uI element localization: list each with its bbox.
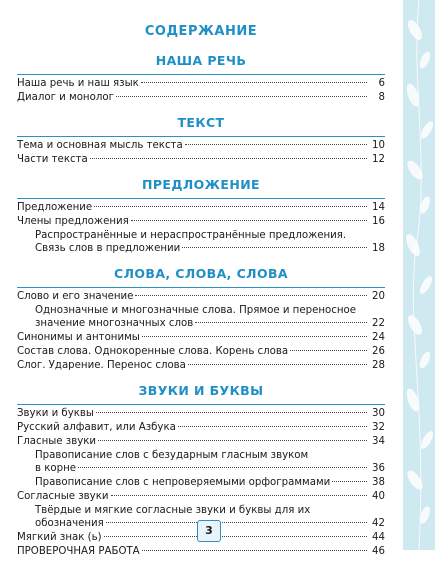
leader-dots [290, 350, 367, 351]
toc-page-number: 44 [372, 532, 385, 543]
leader-dots [142, 550, 367, 551]
section-entries [17, 75, 385, 109]
leader-dots [135, 295, 367, 296]
leader-dots [195, 322, 367, 323]
section-entries [17, 199, 385, 260]
toc-page-number: 30 [372, 408, 385, 419]
toc-page-number: 34 [372, 436, 385, 447]
toc-entry-continuation: Связь слов в предложении [35, 243, 181, 254]
leader-dots [188, 364, 367, 365]
page-number: 3 [197, 520, 221, 542]
toc-page-number: 42 [372, 518, 385, 529]
toc-entry-text: Правописание слов с безударным гласным звуком [35, 450, 309, 461]
toc-entry-text: Согласные звуки [17, 491, 109, 502]
toc-entry-text: Синонимы и антонимы [17, 332, 140, 343]
toc-page-number: 16 [372, 216, 385, 227]
leader-dots [98, 440, 367, 441]
toc-page-number: 40 [372, 491, 385, 502]
toc-entry-text: Слог. Ударение. Перенос слова [17, 360, 186, 371]
leader-dots [116, 96, 367, 97]
toc-entry-text: Состав слова. Однокоренные слова. Корень слова [17, 346, 289, 357]
leader-dots [104, 536, 367, 537]
page-title: СОДЕРЖАНИЕ [144, 24, 258, 39]
toc-entry[interactable] [17, 421, 385, 434]
toc-page-number: 38 [372, 477, 385, 488]
toc-entry[interactable] [17, 545, 385, 558]
toc-page-number: 6 [378, 78, 385, 89]
toc-entry-text: Части текста [17, 154, 88, 165]
toc-page-number: 18 [372, 243, 385, 254]
toc-entry-text: Мягкий знак (ь) [17, 532, 102, 543]
leader-dots [90, 158, 367, 159]
toc-entry[interactable] [17, 476, 385, 489]
leader-dots [185, 144, 367, 145]
toc-entry[interactable] [17, 490, 385, 503]
toc-entry[interactable] [17, 290, 385, 303]
section-heading: СЛОВА, СЛОВА, СЛОВА [17, 260, 385, 287]
toc-entry-text: Однозначные и многозначные слова. Прямое и переносное [35, 305, 357, 316]
toc-entry-text: Русский алфавит, или Азбука [17, 422, 176, 433]
toc-page-number: 26 [372, 346, 385, 357]
leader-dots [178, 426, 367, 427]
toc-entry[interactable] [17, 345, 385, 358]
toc-entry[interactable] [17, 91, 385, 104]
toc-entry-text: Правописание слов с непроверяемыми орфограммами [35, 477, 331, 488]
toc-entry-continuation: в корне [35, 463, 77, 474]
section-entries [17, 137, 385, 171]
leader-dots [106, 522, 367, 523]
toc-entry-text: Твёрдые и мягкие согласные звуки и буквы для их [35, 505, 311, 516]
toc-entry[interactable] [17, 462, 385, 475]
decorative-leaf-border [403, 0, 435, 550]
toc-page-number: 22 [372, 318, 385, 329]
toc-entry-text: Диалог и монолог [17, 92, 114, 103]
toc-entry-text: Звуки и буквы [17, 408, 94, 419]
toc-entry[interactable] [17, 242, 385, 255]
toc-entry[interactable] [17, 435, 385, 448]
leader-dots [131, 220, 367, 221]
leader-dots [142, 336, 367, 337]
leader-dots [111, 495, 368, 496]
section-heading: ЗВУКИ И БУКВЫ [17, 377, 385, 404]
toc-page-number: 46 [372, 546, 385, 557]
toc-entry-continuation: значение многозначных слов [35, 318, 194, 329]
toc-entry[interactable] [17, 77, 385, 90]
toc-entry[interactable] [17, 215, 385, 228]
section-heading: НАША РЕЧЬ [17, 43, 385, 74]
toc-page-number: 36 [372, 463, 385, 474]
toc-page-number: 10 [372, 140, 385, 151]
leader-dots [78, 467, 367, 468]
toc-entry-continuation: обозначения [35, 518, 104, 529]
section-entries [17, 288, 385, 377]
toc-entry[interactable] [17, 359, 385, 372]
toc-page-number: 8 [378, 92, 385, 103]
toc-entry-text: Наша речь и наш язык [17, 78, 139, 89]
toc-entry[interactable] [17, 139, 385, 152]
toc-entry-text: Распространённые и нераспространённые предложения. [35, 230, 347, 241]
toc-sections [17, 43, 385, 563]
toc-entry[interactable] [17, 407, 385, 420]
toc-entry[interactable] [17, 201, 385, 214]
toc-page-number: 28 [372, 360, 385, 371]
leader-dots [141, 82, 367, 83]
table-of-contents [17, 20, 385, 563]
toc-entry-text: Гласные звуки [17, 436, 97, 447]
toc-entry-text: ПРОВЕРОЧНАЯ РАБОТА [17, 546, 140, 557]
toc-entry-text: Слово и его значение [17, 291, 134, 302]
leader-dots [182, 247, 367, 248]
toc-entry-text: Тема и основная мысль текста [17, 140, 183, 151]
section-heading: ПРЕДЛОЖЕНИЕ [17, 171, 385, 198]
leader-dots [332, 481, 367, 482]
section-heading: ТЕКСТ [17, 109, 385, 136]
toc-page-number: 14 [372, 202, 385, 213]
toc-entry[interactable] [17, 317, 385, 330]
toc-page-number: 24 [372, 332, 385, 343]
toc-page-number: 32 [372, 422, 385, 433]
leader-dots [96, 412, 367, 413]
leader-dots [94, 206, 367, 207]
toc-entry[interactable] [17, 331, 385, 344]
toc-entry[interactable] [17, 153, 385, 166]
toc-page-number: 20 [372, 291, 385, 302]
toc-page-number: 12 [372, 154, 385, 165]
toc-entry-text: Члены предложения [17, 216, 129, 227]
toc-entry-text: Предложение [17, 202, 93, 213]
